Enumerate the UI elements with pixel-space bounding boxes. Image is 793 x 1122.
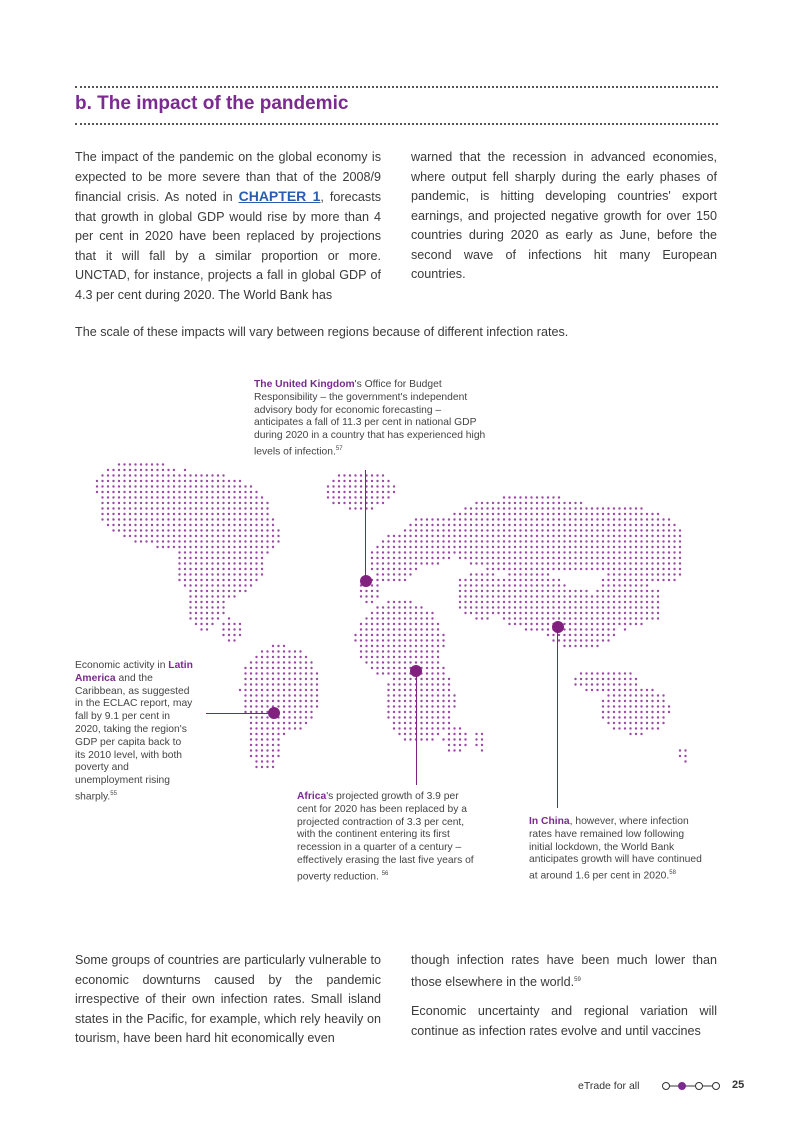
page-number: 25 [732,1079,745,1091]
china-ref: 58 [669,870,676,877]
china-callout [529,816,709,883]
title-dotted-rule [75,123,718,125]
latam-pin [268,707,280,719]
uk-callout [254,379,492,459]
uk-pin [360,575,372,587]
africa-callout [297,791,479,884]
bottom-left-column [75,951,381,1059]
latam-text: and the Caribbean, as suggested in the ECLAC report, may fall by 9.1 per cent in 2020, taking the region's GDP per capita back to its 2010 level, with both poverty and unemployment rising sharply. [75,672,193,803]
africa-name: Africa [297,791,327,802]
section-title: b. The impact of the pandemic [75,93,349,114]
latam-before: Economic activity in [75,660,169,671]
latam-ref: 55 [110,790,117,797]
uk-connector [365,470,366,580]
intro-right-column [411,148,717,285]
china-connector [557,632,558,808]
intro-right-text: warned that the recession in advanced economies, where output fell sharply during the early phases of pandemic, is hitting developing countries' export earnings, and projected negative growth for over 150 countries during 2020 as early as June, before the second wave of infections hit many European countries. [411,150,717,281]
uk-text: 's Office for Budget Responsibility – the government's independent advisory body for economic forecasting – anticipates a fall of 11.3 per cent in national GDP during 2020 in a country that has experienced high levels of infection. [254,379,486,458]
latam-name: Latin America [75,660,193,684]
progress-dots-icon [661,1080,723,1092]
bottom-right-column [411,951,717,1051]
bottom-right-ref: 59 [574,976,581,983]
africa-pin [410,665,422,677]
uk-name: The United Kingdom [254,379,355,390]
china-text: , however, where infection rates have remained low following initial lockdown, the World Bank anticipates growth will have continued at around 1.6 per cent in 2020. [529,816,702,882]
chapter-1-link[interactable]: CHAPTER 1 [238,188,321,204]
china-name: In China [529,816,570,827]
africa-text: 's projected growth of 3.9 per cent for 2020 has been replaced by a projected contraction of 3.3 per cent, with the continent entering its first recession in a quarter of a century – effectively erasing the last five years of poverty reduction. [297,791,474,883]
intro-left-column [75,148,381,305]
scale-sentence: The scale of these impacts will vary between regions because of different infection rates. [75,325,569,339]
bottom-right-text-1: though infection rates have been much lower than those elsewhere in the world. [411,953,717,989]
bottom-right-text-2: Economic uncertainty and regional variation will continue as infection rates evolve and until vaccines [411,1004,717,1038]
latam-callout [75,660,193,804]
africa-connector [416,675,417,785]
china-pin [552,621,564,633]
intro-left-text-1: The impact of the pandemic on the global economy is expected to be more severe than that of the 2008/9 financial crisis. As noted in [75,150,381,204]
intro-left-text-2: , forecasts that growth in global GDP would rise by more than 4 per cent in 2020 have been replaced by projections that it will fall by a similar proportion or more. UNCTAD, for instance, projects a fall in global GDP of 4.3 per cent during 2020. The World Bank has [75,190,381,302]
latam-connector [206,713,272,714]
africa-ref: 56 [381,870,389,877]
uk-ref: 57 [335,445,343,452]
bottom-left-text: Some groups of countries are particularly vulnerable to economic downturns caused by the pandemic irrespective of their own infection rates. Small island states in the Pacific, for example, which rely heavily on tourism, have been hard hit economically even [75,953,381,1045]
footer-brand: eTrade for all [578,1080,640,1092]
top-dotted-rule [75,86,718,88]
